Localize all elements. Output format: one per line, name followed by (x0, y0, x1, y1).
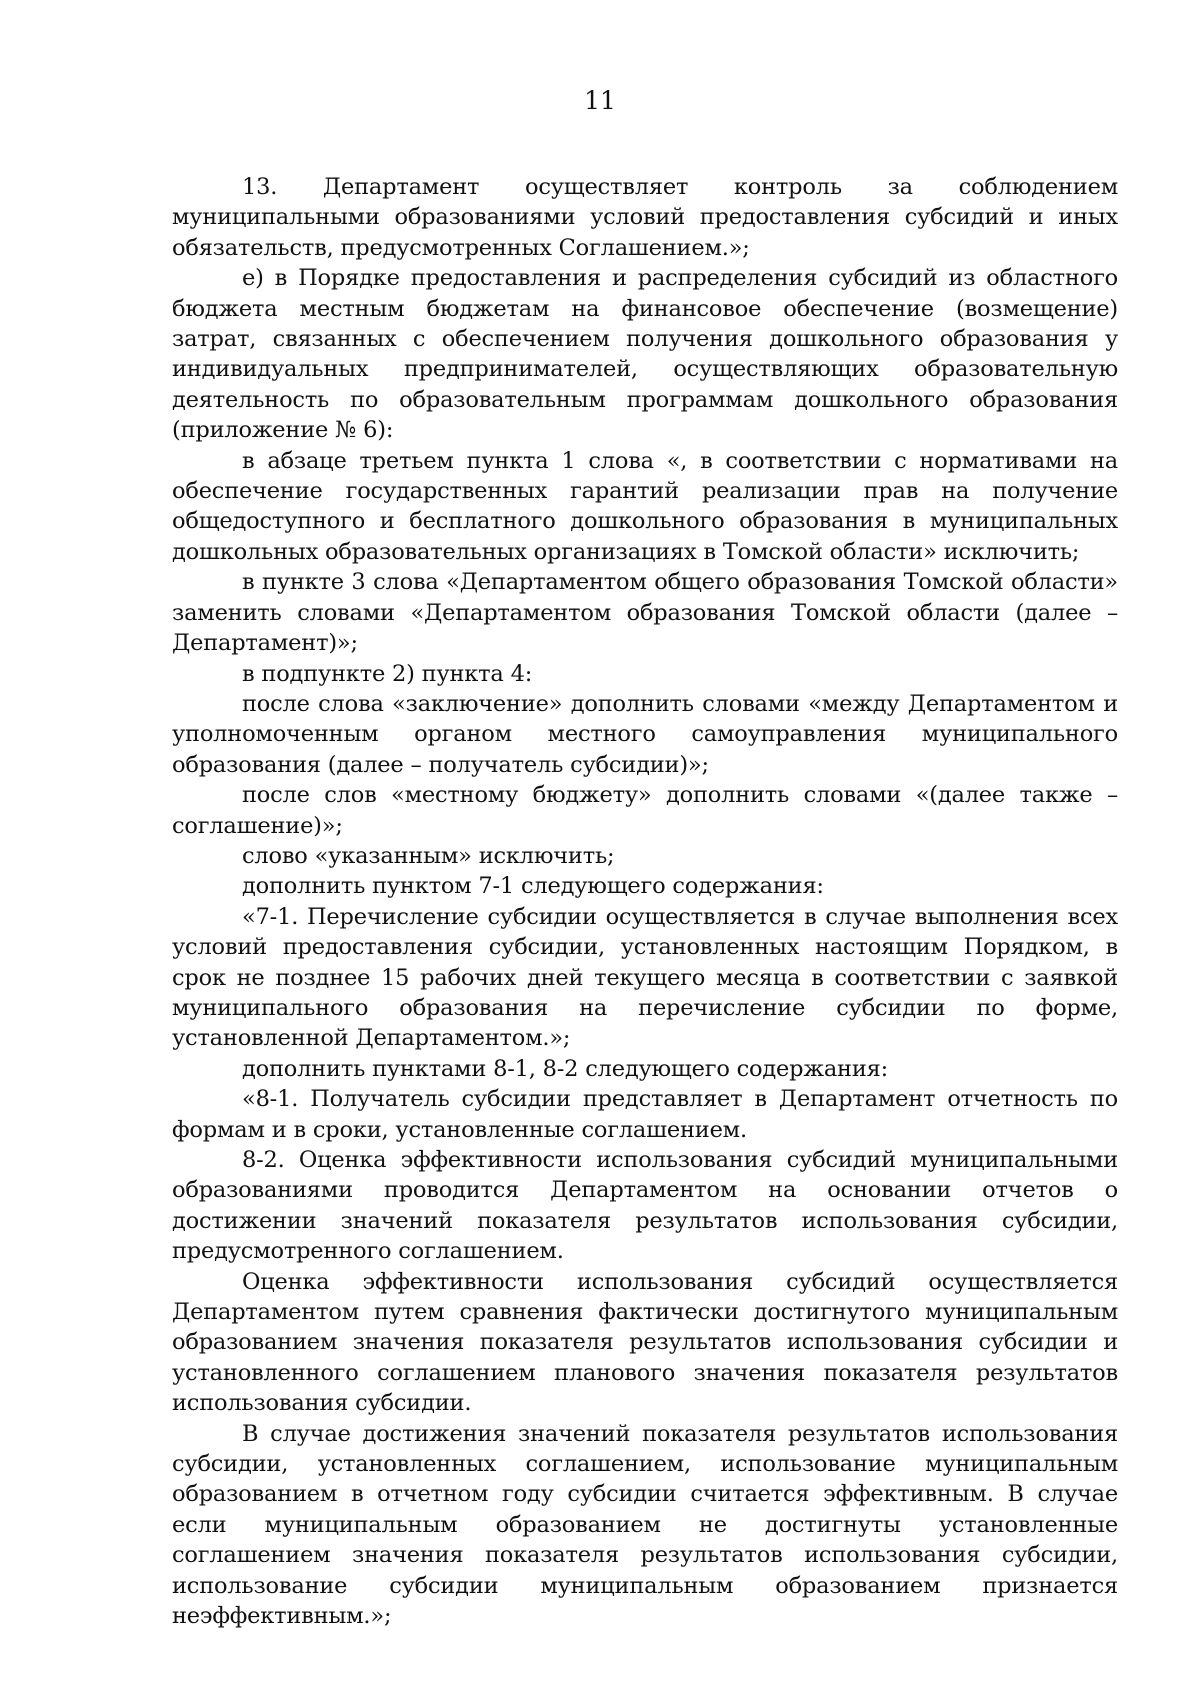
paragraph-subpoint-2-intro: в подпункте 2) пункта 4: (242, 660, 533, 687)
paragraph-amendment-e: е) в Порядке предоставления и распределения субсидий из областного бюджета местным бюджетам на финансовое обеспечение (возмещение) затрат, связанных с обеспечением получения дошкольного образования у индивидуальных предпринимателей, осуществляющих образовательную деятельность по образовательным программам дошкольного образования (приложение № 6): (172, 265, 1118, 444)
paragraph-point-8-1: «8-1. Получатель субсидии представляет в Департамент отчетность по формам и в сроки, установленные соглашением. (172, 1086, 1118, 1143)
paragraph-after-conclusion: после слова «заключение» дополнить словами «между Департаментом и уполномоченным органом местного самоуправления муниципального образования (далее – получатель субсидии)»; (172, 690, 1118, 778)
page-number: 11 (584, 86, 616, 115)
paragraph-clause-13: 13. Департамент осуществляет контроль за соблюдением муниципальными образованиями условий предоставления субсидий и иных обязательств, предусмотренных Соглашением.»; (172, 174, 1118, 261)
document-body (172, 172, 1118, 1632)
paragraph-after-local-budget: после слов «местному бюджету» дополнить словами «(далее также – соглашение)»; (172, 782, 1118, 839)
paragraph-point-3-change: в пункте 3 слова «Департаментом общего образования Томской области» заменить словами «Департаментом образования Томской области (далее – Департамент)»; (172, 569, 1118, 657)
paragraph-point-1-change: в абзаце третьем пункта 1 слова «, в соответствии с нормативами на обеспечение государственных гарантий реализации прав на получение общедоступного и бесплатного дошкольного образования в муниципальных дошкольных образовательных организациях в Томской области» исключить; (172, 447, 1118, 565)
paragraph-add-points-8: дополнить пунктами 8-1, 8-2 следующего содержания: (242, 1055, 889, 1082)
paragraph-point-8-2: 8-2. Оценка эффективности использования субсидий муниципальными образованиями проводится Департаментом на основании отчетов о достижении значений показателя результатов использования субсидии, предусмотренного соглашением. (172, 1147, 1118, 1265)
paragraph-point-7-1: «7-1. Перечисление субсидии осуществляется в случае выполнения всех условий предоставления субсидии, установленных настоящим Порядком, в срок не позднее 15 рабочих дней текущего месяца в соответствии с заявкой муниципального образования на перечисление субсидии по форме, установленной Департаментом.»; (172, 903, 1118, 1052)
paragraph-add-point-7-1: дополнить пунктом 7-1 следующего содержания: (242, 873, 824, 900)
paragraph-word-excluded: слово «указанным» исключить; (242, 842, 615, 869)
paragraph-effectiveness: В случае достижения значений показателя результатов использования субсидии, установленных соглашением, использование муниципальным образованием в отчетном году субсидии считается эффективным. В случае если муниципальным образованием не достигнуты установленные соглашением значения показателя результатов использования субсидии, использование субсидии муниципальным образованием признается неэффективным.»; (172, 1420, 1118, 1630)
paragraph-evaluation: Оценка эффективности использования субсидий осуществляется Департаментом путем сравнения фактически достигнутого муниципальным образованием значения показателя результатов использования субсидии и установленного соглашением планового значения показателя результатов использования субсидии. (172, 1268, 1118, 1417)
